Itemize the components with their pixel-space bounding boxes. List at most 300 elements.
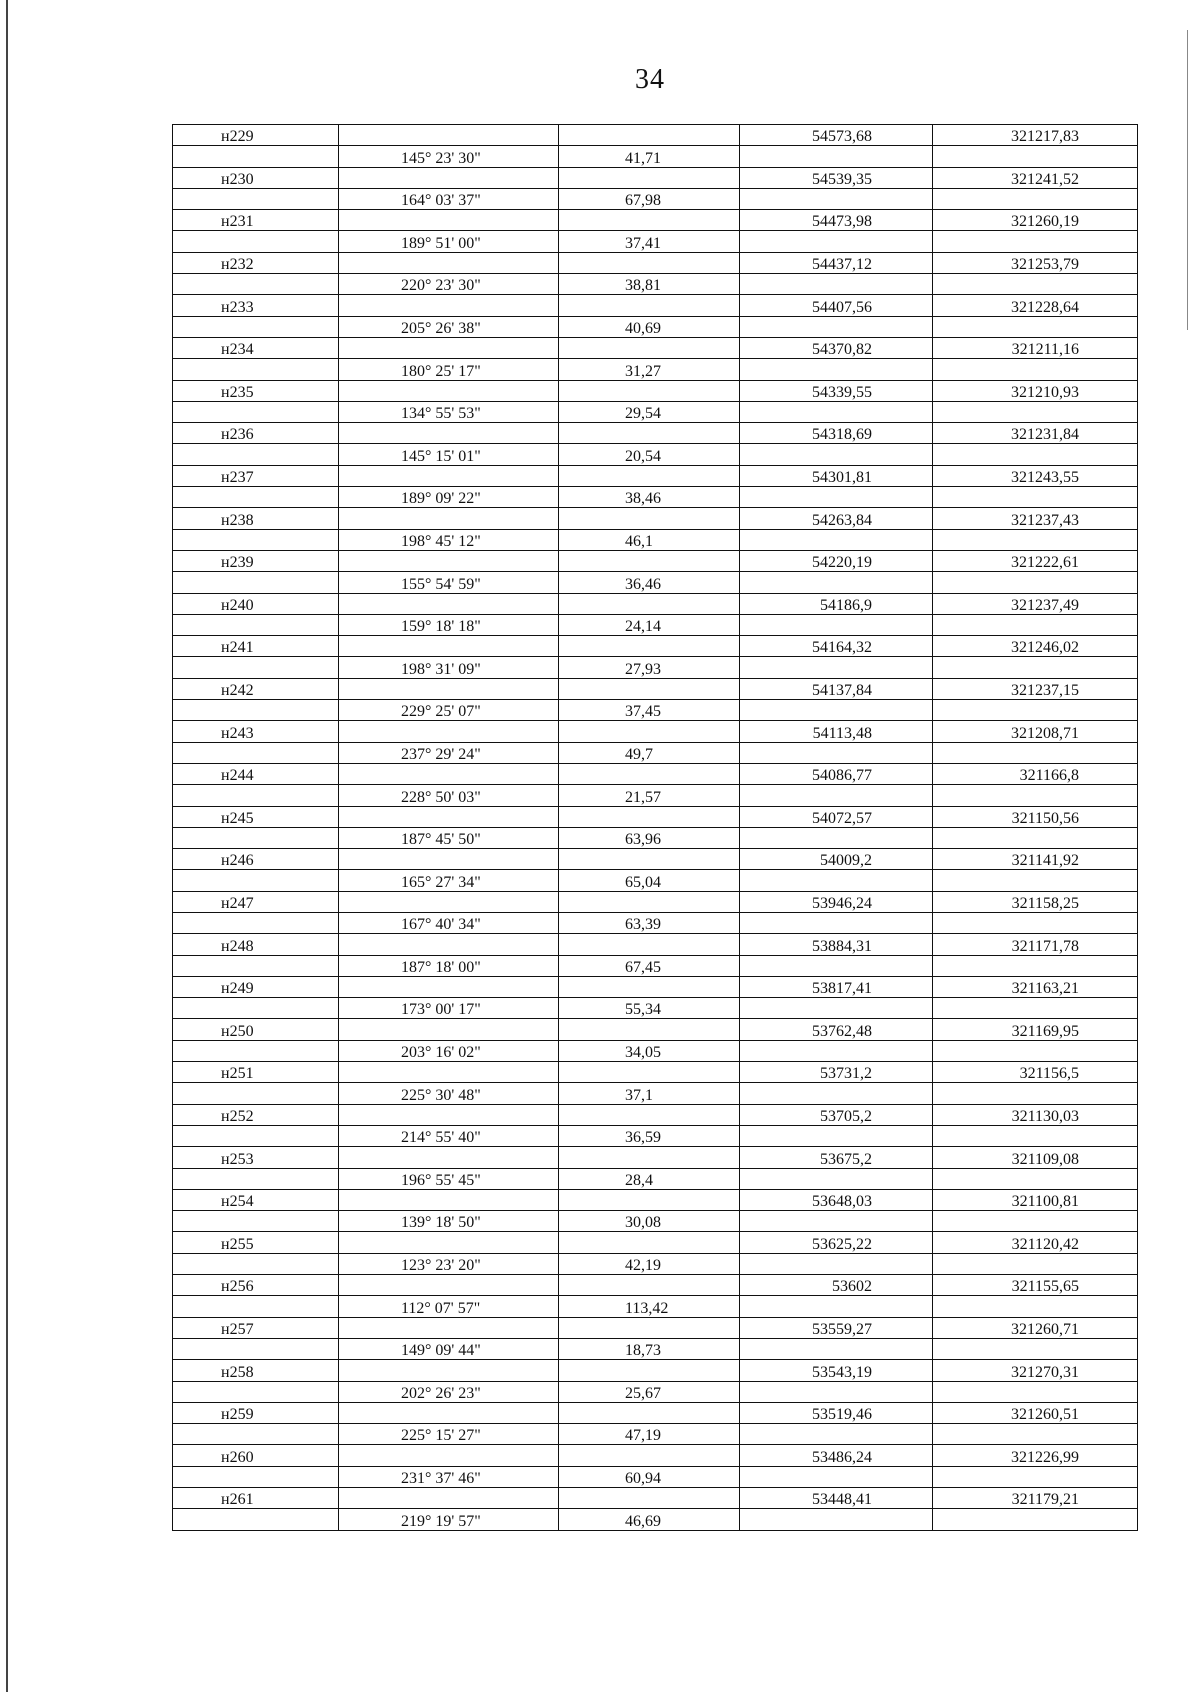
coordinate-x: 53762,48	[740, 1019, 933, 1040]
empty-cell	[559, 1104, 740, 1125]
empty-cell	[933, 188, 1138, 209]
empty-cell	[933, 401, 1138, 422]
coordinate-x: 53648,03	[740, 1189, 933, 1210]
empty-cell	[173, 231, 339, 252]
coordinate-y: 321231,84	[933, 423, 1138, 444]
point-row	[173, 806, 1138, 827]
coordinate-y: 321211,16	[933, 337, 1138, 358]
segment-row	[173, 870, 1138, 891]
point-row	[173, 721, 1138, 742]
empty-cell	[339, 423, 559, 444]
coordinate-x: 54573,68	[740, 125, 933, 146]
empty-cell	[173, 827, 339, 848]
empty-cell	[339, 210, 559, 231]
empty-cell	[559, 891, 740, 912]
empty-cell	[933, 1424, 1138, 1445]
coordinate-x: 53705,2	[740, 1104, 933, 1125]
point-id: н259	[173, 1402, 339, 1423]
point-id: н230	[173, 167, 339, 188]
empty-cell	[339, 550, 559, 571]
empty-cell	[740, 572, 933, 593]
coordinate-x: 54539,35	[740, 167, 933, 188]
coordinate-y: 321260,19	[933, 210, 1138, 231]
segment-length: 67,98	[559, 188, 740, 209]
direction-angle: 173° 00' 17"	[339, 998, 559, 1019]
segment-row	[173, 146, 1138, 167]
empty-cell	[559, 593, 740, 614]
segment-length: 24,14	[559, 614, 740, 635]
direction-angle: 155° 54' 59"	[339, 572, 559, 593]
direction-angle: 196° 55' 45"	[339, 1168, 559, 1189]
coordinate-y: 321208,71	[933, 721, 1138, 742]
point-id: н239	[173, 550, 339, 571]
empty-cell	[740, 1424, 933, 1445]
empty-cell	[933, 1338, 1138, 1359]
point-id: н241	[173, 636, 339, 657]
direction-angle: 145° 15' 01"	[339, 444, 559, 465]
empty-cell	[933, 1040, 1138, 1061]
segment-length: 21,57	[559, 785, 740, 806]
segment-length: 37,41	[559, 231, 740, 252]
empty-cell	[740, 1296, 933, 1317]
empty-cell	[339, 1488, 559, 1509]
empty-cell	[173, 1083, 339, 1104]
empty-cell	[740, 614, 933, 635]
empty-cell	[559, 1189, 740, 1210]
coordinate-x: 54086,77	[740, 763, 933, 784]
point-row	[173, 593, 1138, 614]
direction-angle: 203° 16' 02"	[339, 1040, 559, 1061]
empty-cell	[173, 870, 339, 891]
point-id: н233	[173, 295, 339, 316]
point-row	[173, 295, 1138, 316]
empty-cell	[933, 529, 1138, 550]
empty-cell	[933, 827, 1138, 848]
empty-cell	[559, 295, 740, 316]
coordinate-x: 53602	[740, 1275, 933, 1296]
empty-cell	[933, 998, 1138, 1019]
point-id: н255	[173, 1232, 339, 1253]
segment-length: 55,34	[559, 998, 740, 1019]
direction-angle: 149° 09' 44"	[339, 1338, 559, 1359]
page-number: 34	[635, 64, 665, 95]
segment-length: 63,96	[559, 827, 740, 848]
empty-cell	[173, 1381, 339, 1402]
empty-cell	[559, 1275, 740, 1296]
empty-cell	[740, 1040, 933, 1061]
segment-length: 42,19	[559, 1253, 740, 1274]
empty-cell	[559, 337, 740, 358]
coordinate-y: 321237,43	[933, 508, 1138, 529]
empty-cell	[559, 1147, 740, 1168]
point-row	[173, 1445, 1138, 1466]
coordinate-x: 53448,41	[740, 1488, 933, 1509]
segment-row	[173, 742, 1138, 763]
segment-row	[173, 1125, 1138, 1146]
empty-cell	[173, 955, 339, 976]
segment-row	[173, 188, 1138, 209]
empty-cell	[933, 1168, 1138, 1189]
point-id: н232	[173, 252, 339, 273]
empty-cell	[933, 870, 1138, 891]
empty-cell	[933, 742, 1138, 763]
coordinate-y: 321253,79	[933, 252, 1138, 273]
point-id: н240	[173, 593, 339, 614]
empty-cell	[339, 806, 559, 827]
empty-cell	[559, 423, 740, 444]
empty-cell	[559, 252, 740, 273]
empty-cell	[173, 1168, 339, 1189]
coordinate-y: 321210,93	[933, 380, 1138, 401]
point-id: н248	[173, 934, 339, 955]
coordinate-y: 321155,65	[933, 1275, 1138, 1296]
coordinate-y: 321270,31	[933, 1360, 1138, 1381]
empty-cell	[933, 785, 1138, 806]
empty-cell	[173, 614, 339, 635]
empty-cell	[173, 444, 339, 465]
direction-angle: 219° 19' 57"	[339, 1509, 559, 1530]
empty-cell	[740, 188, 933, 209]
coordinate-x: 53817,41	[740, 976, 933, 997]
segment-row	[173, 572, 1138, 593]
point-row	[173, 337, 1138, 358]
empty-cell	[559, 380, 740, 401]
segment-row	[173, 785, 1138, 806]
direction-angle: 198° 45' 12"	[339, 529, 559, 550]
point-row	[173, 1062, 1138, 1083]
point-row	[173, 1019, 1138, 1040]
coordinate-y: 321237,15	[933, 678, 1138, 699]
empty-cell	[740, 912, 933, 933]
empty-cell	[933, 1296, 1138, 1317]
empty-cell	[339, 1104, 559, 1125]
coordinate-y: 321260,51	[933, 1402, 1138, 1423]
point-row	[173, 1232, 1138, 1253]
empty-cell	[339, 167, 559, 188]
empty-cell	[933, 1211, 1138, 1232]
empty-cell	[740, 1211, 933, 1232]
coordinate-y: 321141,92	[933, 849, 1138, 870]
point-id: н252	[173, 1104, 339, 1125]
point-id: н246	[173, 849, 339, 870]
empty-cell	[339, 1189, 559, 1210]
segment-length: 46,69	[559, 1509, 740, 1530]
coordinate-x: 53519,46	[740, 1402, 933, 1423]
empty-cell	[339, 1232, 559, 1253]
segment-row	[173, 1509, 1138, 1530]
point-row	[173, 678, 1138, 699]
empty-cell	[173, 487, 339, 508]
coordinates-table-body	[173, 125, 1138, 1531]
point-id: н242	[173, 678, 339, 699]
coordinate-y: 321150,56	[933, 806, 1138, 827]
point-row	[173, 1147, 1138, 1168]
empty-cell	[559, 934, 740, 955]
coordinate-x: 53625,22	[740, 1232, 933, 1253]
point-row	[173, 976, 1138, 997]
empty-cell	[339, 678, 559, 699]
coordinates-table	[172, 124, 1138, 1531]
coordinate-x: 54301,81	[740, 465, 933, 486]
empty-cell	[740, 1168, 933, 1189]
empty-cell	[339, 1275, 559, 1296]
coordinate-y: 321226,99	[933, 1445, 1138, 1466]
empty-cell	[339, 934, 559, 955]
coordinate-y: 321130,03	[933, 1104, 1138, 1125]
segment-row	[173, 700, 1138, 721]
point-id: н251	[173, 1062, 339, 1083]
point-row	[173, 1317, 1138, 1338]
segment-length: 37,45	[559, 700, 740, 721]
point-row	[173, 636, 1138, 657]
direction-angle: 189° 09' 22"	[339, 487, 559, 508]
segment-length: 18,73	[559, 1338, 740, 1359]
point-id: н235	[173, 380, 339, 401]
coordinate-y: 321158,25	[933, 891, 1138, 912]
point-row	[173, 934, 1138, 955]
empty-cell	[559, 1445, 740, 1466]
empty-cell	[339, 1317, 559, 1338]
empty-cell	[173, 1040, 339, 1061]
empty-cell	[740, 1253, 933, 1274]
point-id: н250	[173, 1019, 339, 1040]
segment-length: 40,69	[559, 316, 740, 337]
segment-row	[173, 487, 1138, 508]
empty-cell	[339, 1147, 559, 1168]
point-row	[173, 423, 1138, 444]
empty-cell	[173, 146, 339, 167]
empty-cell	[559, 678, 740, 699]
segment-length: 113,42	[559, 1296, 740, 1317]
coordinate-x: 54186,9	[740, 593, 933, 614]
empty-cell	[933, 1083, 1138, 1104]
empty-cell	[740, 316, 933, 337]
empty-cell	[339, 380, 559, 401]
coordinate-y: 321179,21	[933, 1488, 1138, 1509]
empty-cell	[559, 508, 740, 529]
empty-cell	[173, 1296, 339, 1317]
segment-length: 36,59	[559, 1125, 740, 1146]
point-id: н236	[173, 423, 339, 444]
point-row	[173, 849, 1138, 870]
segment-row	[173, 231, 1138, 252]
direction-angle: 229° 25' 07"	[339, 700, 559, 721]
empty-cell	[740, 1466, 933, 1487]
empty-cell	[339, 721, 559, 742]
empty-cell	[933, 657, 1138, 678]
coordinate-y: 321163,21	[933, 976, 1138, 997]
empty-cell	[173, 912, 339, 933]
segment-length: 29,54	[559, 401, 740, 422]
direction-angle: 134° 55' 53"	[339, 401, 559, 422]
direction-angle: 231° 37' 46"	[339, 1466, 559, 1487]
point-row	[173, 1104, 1138, 1125]
segment-length: 38,81	[559, 274, 740, 295]
empty-cell	[173, 657, 339, 678]
point-row	[173, 167, 1138, 188]
empty-cell	[173, 188, 339, 209]
empty-cell	[740, 274, 933, 295]
coordinate-x: 54137,84	[740, 678, 933, 699]
empty-cell	[740, 1125, 933, 1146]
segment-length: 60,94	[559, 1466, 740, 1487]
empty-cell	[339, 593, 559, 614]
point-row	[173, 125, 1138, 146]
empty-cell	[933, 912, 1138, 933]
segment-row	[173, 1040, 1138, 1061]
segment-length: 25,67	[559, 1381, 740, 1402]
empty-cell	[173, 1211, 339, 1232]
empty-cell	[559, 721, 740, 742]
coordinate-y: 321100,81	[933, 1189, 1138, 1210]
point-id: н249	[173, 976, 339, 997]
direction-angle: 139° 18' 50"	[339, 1211, 559, 1232]
empty-cell	[933, 231, 1138, 252]
empty-cell	[173, 700, 339, 721]
empty-cell	[173, 1424, 339, 1445]
coordinate-y: 321228,64	[933, 295, 1138, 316]
direction-angle: 167° 40' 34"	[339, 912, 559, 933]
segment-length: 28,4	[559, 1168, 740, 1189]
point-id: н257	[173, 1317, 339, 1338]
empty-cell	[339, 891, 559, 912]
empty-cell	[559, 636, 740, 657]
segment-row	[173, 912, 1138, 933]
direction-angle: 165° 27' 34"	[339, 870, 559, 891]
empty-cell	[339, 849, 559, 870]
coordinate-x: 54263,84	[740, 508, 933, 529]
point-row	[173, 380, 1138, 401]
empty-cell	[740, 529, 933, 550]
empty-cell	[933, 614, 1138, 635]
coordinate-x: 53731,2	[740, 1062, 933, 1083]
coordinate-y: 321166,8	[933, 763, 1138, 784]
segment-length: 30,08	[559, 1211, 740, 1232]
empty-cell	[740, 146, 933, 167]
coordinate-x: 54009,2	[740, 849, 933, 870]
point-row	[173, 252, 1138, 273]
empty-cell	[173, 785, 339, 806]
empty-cell	[173, 359, 339, 380]
empty-cell	[740, 955, 933, 976]
point-id: н258	[173, 1360, 339, 1381]
empty-cell	[933, 1381, 1138, 1402]
coordinate-y: 321222,61	[933, 550, 1138, 571]
point-row	[173, 1402, 1138, 1423]
point-id: н260	[173, 1445, 339, 1466]
empty-cell	[339, 508, 559, 529]
point-id: н261	[173, 1488, 339, 1509]
point-id: н243	[173, 721, 339, 742]
coordinate-x: 53946,24	[740, 891, 933, 912]
empty-cell	[559, 849, 740, 870]
direction-angle: 180° 25' 17"	[339, 359, 559, 380]
empty-cell	[339, 1062, 559, 1083]
segment-row	[173, 316, 1138, 337]
empty-cell	[740, 401, 933, 422]
empty-cell	[559, 1402, 740, 1423]
empty-cell	[740, 231, 933, 252]
empty-cell	[933, 1253, 1138, 1274]
segment-length: 63,39	[559, 912, 740, 933]
coordinate-y: 321217,83	[933, 125, 1138, 146]
segment-row	[173, 1083, 1138, 1104]
empty-cell	[173, 401, 339, 422]
point-row	[173, 763, 1138, 784]
coordinate-x: 54437,12	[740, 252, 933, 273]
direction-angle: 164° 03' 37"	[339, 188, 559, 209]
empty-cell	[173, 316, 339, 337]
empty-cell	[559, 1062, 740, 1083]
coordinate-x: 53884,31	[740, 934, 933, 955]
empty-cell	[339, 976, 559, 997]
empty-cell	[559, 167, 740, 188]
empty-cell	[173, 998, 339, 1019]
empty-cell	[173, 529, 339, 550]
empty-cell	[173, 274, 339, 295]
segment-row	[173, 274, 1138, 295]
segment-length: 41,71	[559, 146, 740, 167]
coordinate-x: 54113,48	[740, 721, 933, 742]
empty-cell	[740, 870, 933, 891]
empty-cell	[339, 1402, 559, 1423]
segment-row	[173, 1253, 1138, 1274]
empty-cell	[933, 700, 1138, 721]
point-row	[173, 1275, 1138, 1296]
empty-cell	[339, 1019, 559, 1040]
point-id: н253	[173, 1147, 339, 1168]
empty-cell	[339, 337, 559, 358]
coordinate-y: 321171,78	[933, 934, 1138, 955]
empty-cell	[559, 1317, 740, 1338]
point-id: н256	[173, 1275, 339, 1296]
segment-row	[173, 444, 1138, 465]
point-row	[173, 465, 1138, 486]
empty-cell	[559, 763, 740, 784]
empty-cell	[740, 827, 933, 848]
empty-cell	[173, 1466, 339, 1487]
coordinate-x: 54473,98	[740, 210, 933, 231]
segment-row	[173, 1338, 1138, 1359]
segment-row	[173, 359, 1138, 380]
point-id: н231	[173, 210, 339, 231]
empty-cell	[339, 1360, 559, 1381]
coordinate-x: 53675,2	[740, 1147, 933, 1168]
point-id: н247	[173, 891, 339, 912]
empty-cell	[559, 465, 740, 486]
segment-row	[173, 657, 1138, 678]
segment-row	[173, 1466, 1138, 1487]
segment-length: 27,93	[559, 657, 740, 678]
empty-cell	[559, 806, 740, 827]
empty-cell	[933, 359, 1138, 380]
empty-cell	[559, 210, 740, 231]
segment-length: 46,1	[559, 529, 740, 550]
direction-angle: 112° 07' 57"	[339, 1296, 559, 1317]
direction-angle: 228° 50' 03"	[339, 785, 559, 806]
empty-cell	[740, 742, 933, 763]
direction-angle: 187° 45' 50"	[339, 827, 559, 848]
empty-cell	[933, 146, 1138, 167]
segment-row	[173, 1381, 1138, 1402]
empty-cell	[933, 444, 1138, 465]
empty-cell	[933, 1509, 1138, 1530]
point-id: н254	[173, 1189, 339, 1210]
segment-length: 36,46	[559, 572, 740, 593]
direction-angle: 205° 26' 38"	[339, 316, 559, 337]
empty-cell	[740, 1509, 933, 1530]
empty-cell	[740, 1338, 933, 1359]
